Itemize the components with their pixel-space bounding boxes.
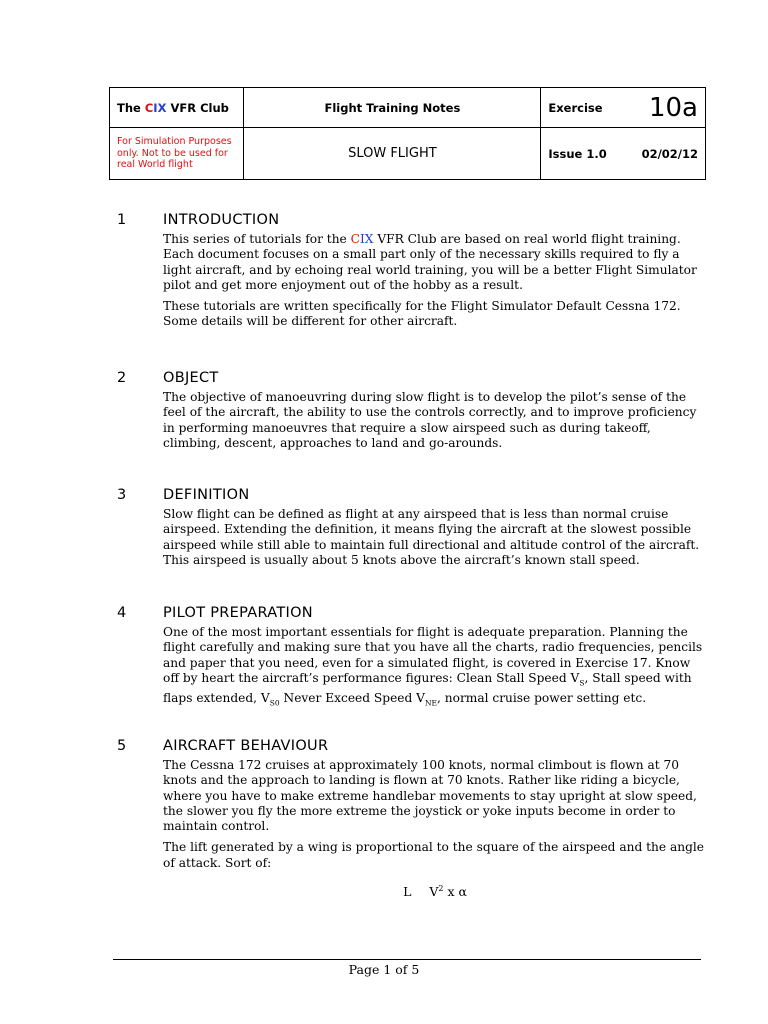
paragraph: One of the most important essentials for flight is adequate preparation. Planning the flight carefully and making sure that you have all the charts, radio frequencies, pencils and paper that you need, even for a simulated flight, is covered in Exercise 17. Know off by heart the aircraft’s performance figures: Clean Stall Speed $V_S$, Stall speed with flaps extended, $V_{S0}$ Never Exceed Speed $V_{NE}$, normal cruise power setting etc. xyxy=(163,625,703,708)
lesson-title: SLOW FLIGHT xyxy=(244,128,541,180)
exercise-number: 10a xyxy=(648,92,698,123)
paragraph: The objective of manoeuvring during slow flight is to develop the pilot’s sense of the feel of the aircraft, the ability to use the controls correctly, and to improve proficiency in performing manoeuvres that require a slow airspeed such as during takeoff, climbing, descent, approaches to land and go-arounds. xyxy=(163,390,697,450)
section-definition xyxy=(117,487,707,574)
section-heading: 4 PILOT PREPARATION xyxy=(117,605,313,621)
section-pilot-preparation xyxy=(117,605,707,716)
exercise-cell xyxy=(541,88,706,128)
paragraph: Slow flight can be defined as flight at any airspeed that is less than normal cruise airspeed. Extending the definition, it means flying the aircraft at the slowest possible airspeed while still able to maintain full directional and altitude control of the aircraft. This airspeed is usually about 5 knots above the aircraft’s known stall speed. xyxy=(163,507,700,567)
page-number: Page 1 of 5 xyxy=(348,962,420,977)
section-heading: 1 INTRODUCTION xyxy=(117,212,280,228)
paragraph: These tutorials are written specifically for the Flight Simulator Default Cessna 172. Some details will be different for other aircraft. xyxy=(163,299,681,329)
paragraph: The lift generated by a wing is proportional to the square of the airspeed and the angle of attack. Sort of: xyxy=(163,840,705,870)
header-table xyxy=(109,87,706,180)
issue-date: 02/02/12 xyxy=(641,146,698,161)
notes-title: Flight Training Notes xyxy=(244,88,541,128)
section-aircraft-behaviour xyxy=(117,738,707,900)
section-heading: 5 AIRCRAFT BEHAVIOUR xyxy=(117,738,329,754)
paragraph: The Cessna 172 cruises at approximately 100 knots, normal climbout is flown at 70 knots and the approach to landing is flown at 70 knots. Rather like riding a bicycle, where you have to make extreme handlebar movements to stay upright at slow speed, the slower you fly the more extreme the joystick or yoke inputs become in order to maintain control. xyxy=(163,758,697,834)
disclaimer: For Simulation Purposes only. Not to be used for real World flight xyxy=(110,128,244,180)
lift-formula: L $V^2$ x α xyxy=(403,884,467,900)
section-object xyxy=(117,370,707,457)
section-heading: 2 OBJECT xyxy=(117,370,219,386)
paragraph: This series of tutorials for the CIX VFR Club are based on real world flight training. Each document focuses on a small part only of the necessary skills required to fly a light aircraft, and by echoing real world training, you will be a better Flight Simulator pilot and get more enjoyment out of the hobby as a result. xyxy=(163,232,697,292)
issue-cell xyxy=(541,128,706,180)
issue-number: Issue 1.0 xyxy=(548,146,607,161)
footer-divider xyxy=(113,959,701,960)
exercise-label: Exercise xyxy=(548,100,603,115)
section-introduction xyxy=(117,212,707,336)
club-name: The CIX VFR Club xyxy=(110,88,244,128)
section-heading: 3 DEFINITION xyxy=(117,487,250,503)
